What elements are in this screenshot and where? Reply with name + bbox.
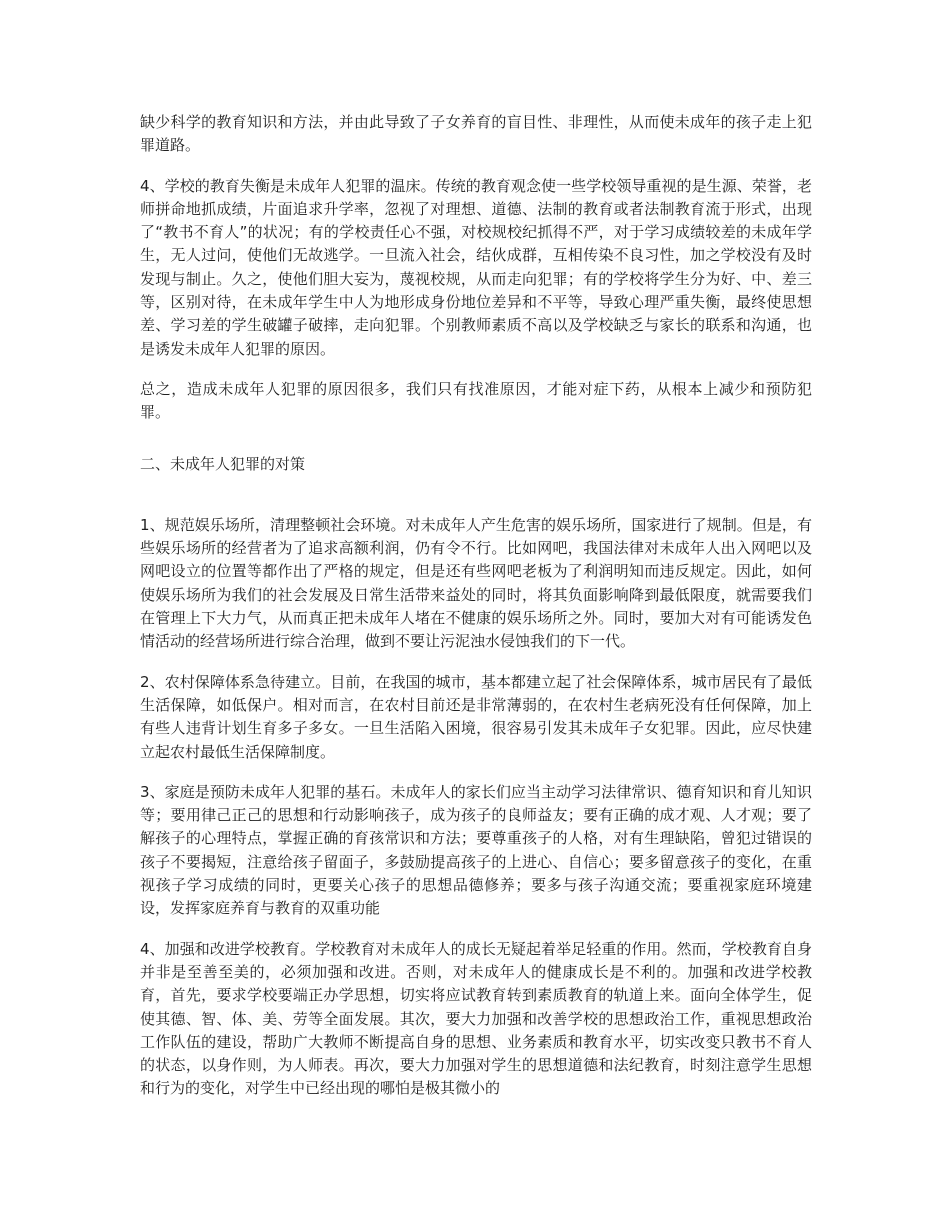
intro-paragraph: 缺少科学的教育知识和方法，并由此导致了子女养育的盲目性、非理性，从而使未成年的孩子走上犯罪道路。 (140, 113, 812, 155)
measure-3-paragraph: 3、家庭是预防未成年人犯罪的基石。未成年人的家长们应当主动学习法律常识、德育知识和育儿知识等；要用律己正己的思想和行动影响孩子，成为孩子的良师益友；要有正确的成才观、人才观；要了解孩子的心理特点，掌握正确的育孩常识和方法；要尊重孩子的人格，对有生理缺陷，曾犯过错误的孩子不要揭短，注意给孩子留面子，多鼓励提高孩子的上进心、自信心；要多留意孩子的变化，在重视孩子学习成绩的同时，更要关心孩子的思想品德修养；要多与孩子沟通交流；要重视家庭环境建设，发挥家庭养育与教育的双重功能 (140, 782, 812, 918)
cause-4-paragraph: 4、学校的教育失衡是未成年人犯罪的温床。传统的教育观念使一些学校领导重视的是生源、荣誉，老师拼命地抓成绩，片面追求升学率，忽视了对理想、道德、法制的教育或者法制教育流于形式，出现了“教书不育人”的状况；有的学校责任心不强，对校规校纪抓得不严，对于学习成绩较差的未成年学生，无人过问，使他们无故逃学。一旦流入社会，结伙成群，互相传染不良习性，加之学校没有及时发现与制止。久之，使他们胆大妄为，蔑视校规，从而走向犯罪；有的学校将学生分为好、中、差三等，区别对待，在未成年学生中人为地形成身份地位差异和不平等，导致心理严重失衡，最终使思想差、学习差的学生破罐子破摔，走向犯罪。个别教师素质不高以及学校缺乏与家长的联系和沟通，也是诱发未成年人犯罪的原因。 (140, 176, 812, 358)
measure-1-paragraph: 1、规范娱乐场所，清理整顿社会环境。对未成年人产生危害的娱乐场所，国家进行了规制。但是，有些娱乐场所的经营者为了追求高额利润，仍有令不行。比如网吧，我国法律对未成年人出入网吧以及网吧设立的位置等都作出了严格的规定，但是还有些网吧老板为了利润明知而违反规定。因此，如何使娱乐场所为我们的社会发展及日常生活带来益处的同时，将其负面影响降到最低限度，就需要我们在管理上下大力气，从而真正把未成年人堵在不健康的娱乐场所之外。同时，要加大对有可能诱发色情活动的经营场所进行综合治理，做到不要让污泥浊水侵蚀我们的下一代。 (140, 515, 812, 651)
measure-2-paragraph: 2、农村保障体系急待建立。目前，在我国的城市，基本都建立起了社会保障体系，城市居民有了最低生活保障，如低保户。相对而言，在农村目前还是非常薄弱的，在农村生老病死没有任何保障，加上有些人违背计划生育多子多女。一旦生活陷入困境，很容易引发其未成年子女犯罪。因此，应尽快建立起农村最低生活保障制度。 (140, 672, 812, 761)
summary-paragraph: 总之，造成未成年人犯罪的原因很多，我们只有找准原因，才能对症下药，从根本上减少和预防犯罪。 (140, 379, 812, 422)
measure-4-paragraph: 4、加强和改进学校教育。学校教育对未成年人的成长无疑起着举足轻重的作用。然而，学校教育自身并非是至善至美的，必须加强和改进。否则，对未成年人的健康成长是不利的。加强和改进学校教育，首先，要求学校要端正办学思想，切实将应试教育转到素质教育的轨道上来。面向全体学生，促使其德、智、体、美、劳等全面发展。其次，要大力加强和改善学校的思想政治工作，重视思想政治工作队伍的建设，帮助广大教师不断提高自身的思想、业务素质和教育水平，切实改变只教书不育人的状态，以身作则，为人师表。再次，要大力加强对学生的思想道德和法纪教育，时刻注意学生思想和行为的变化，对学生中已经出现的哪怕是极其微小的 (140, 939, 812, 1098)
document-page (140, 111, 812, 1118)
section-heading: 二、未成年人犯罪的对策 (140, 454, 306, 473)
